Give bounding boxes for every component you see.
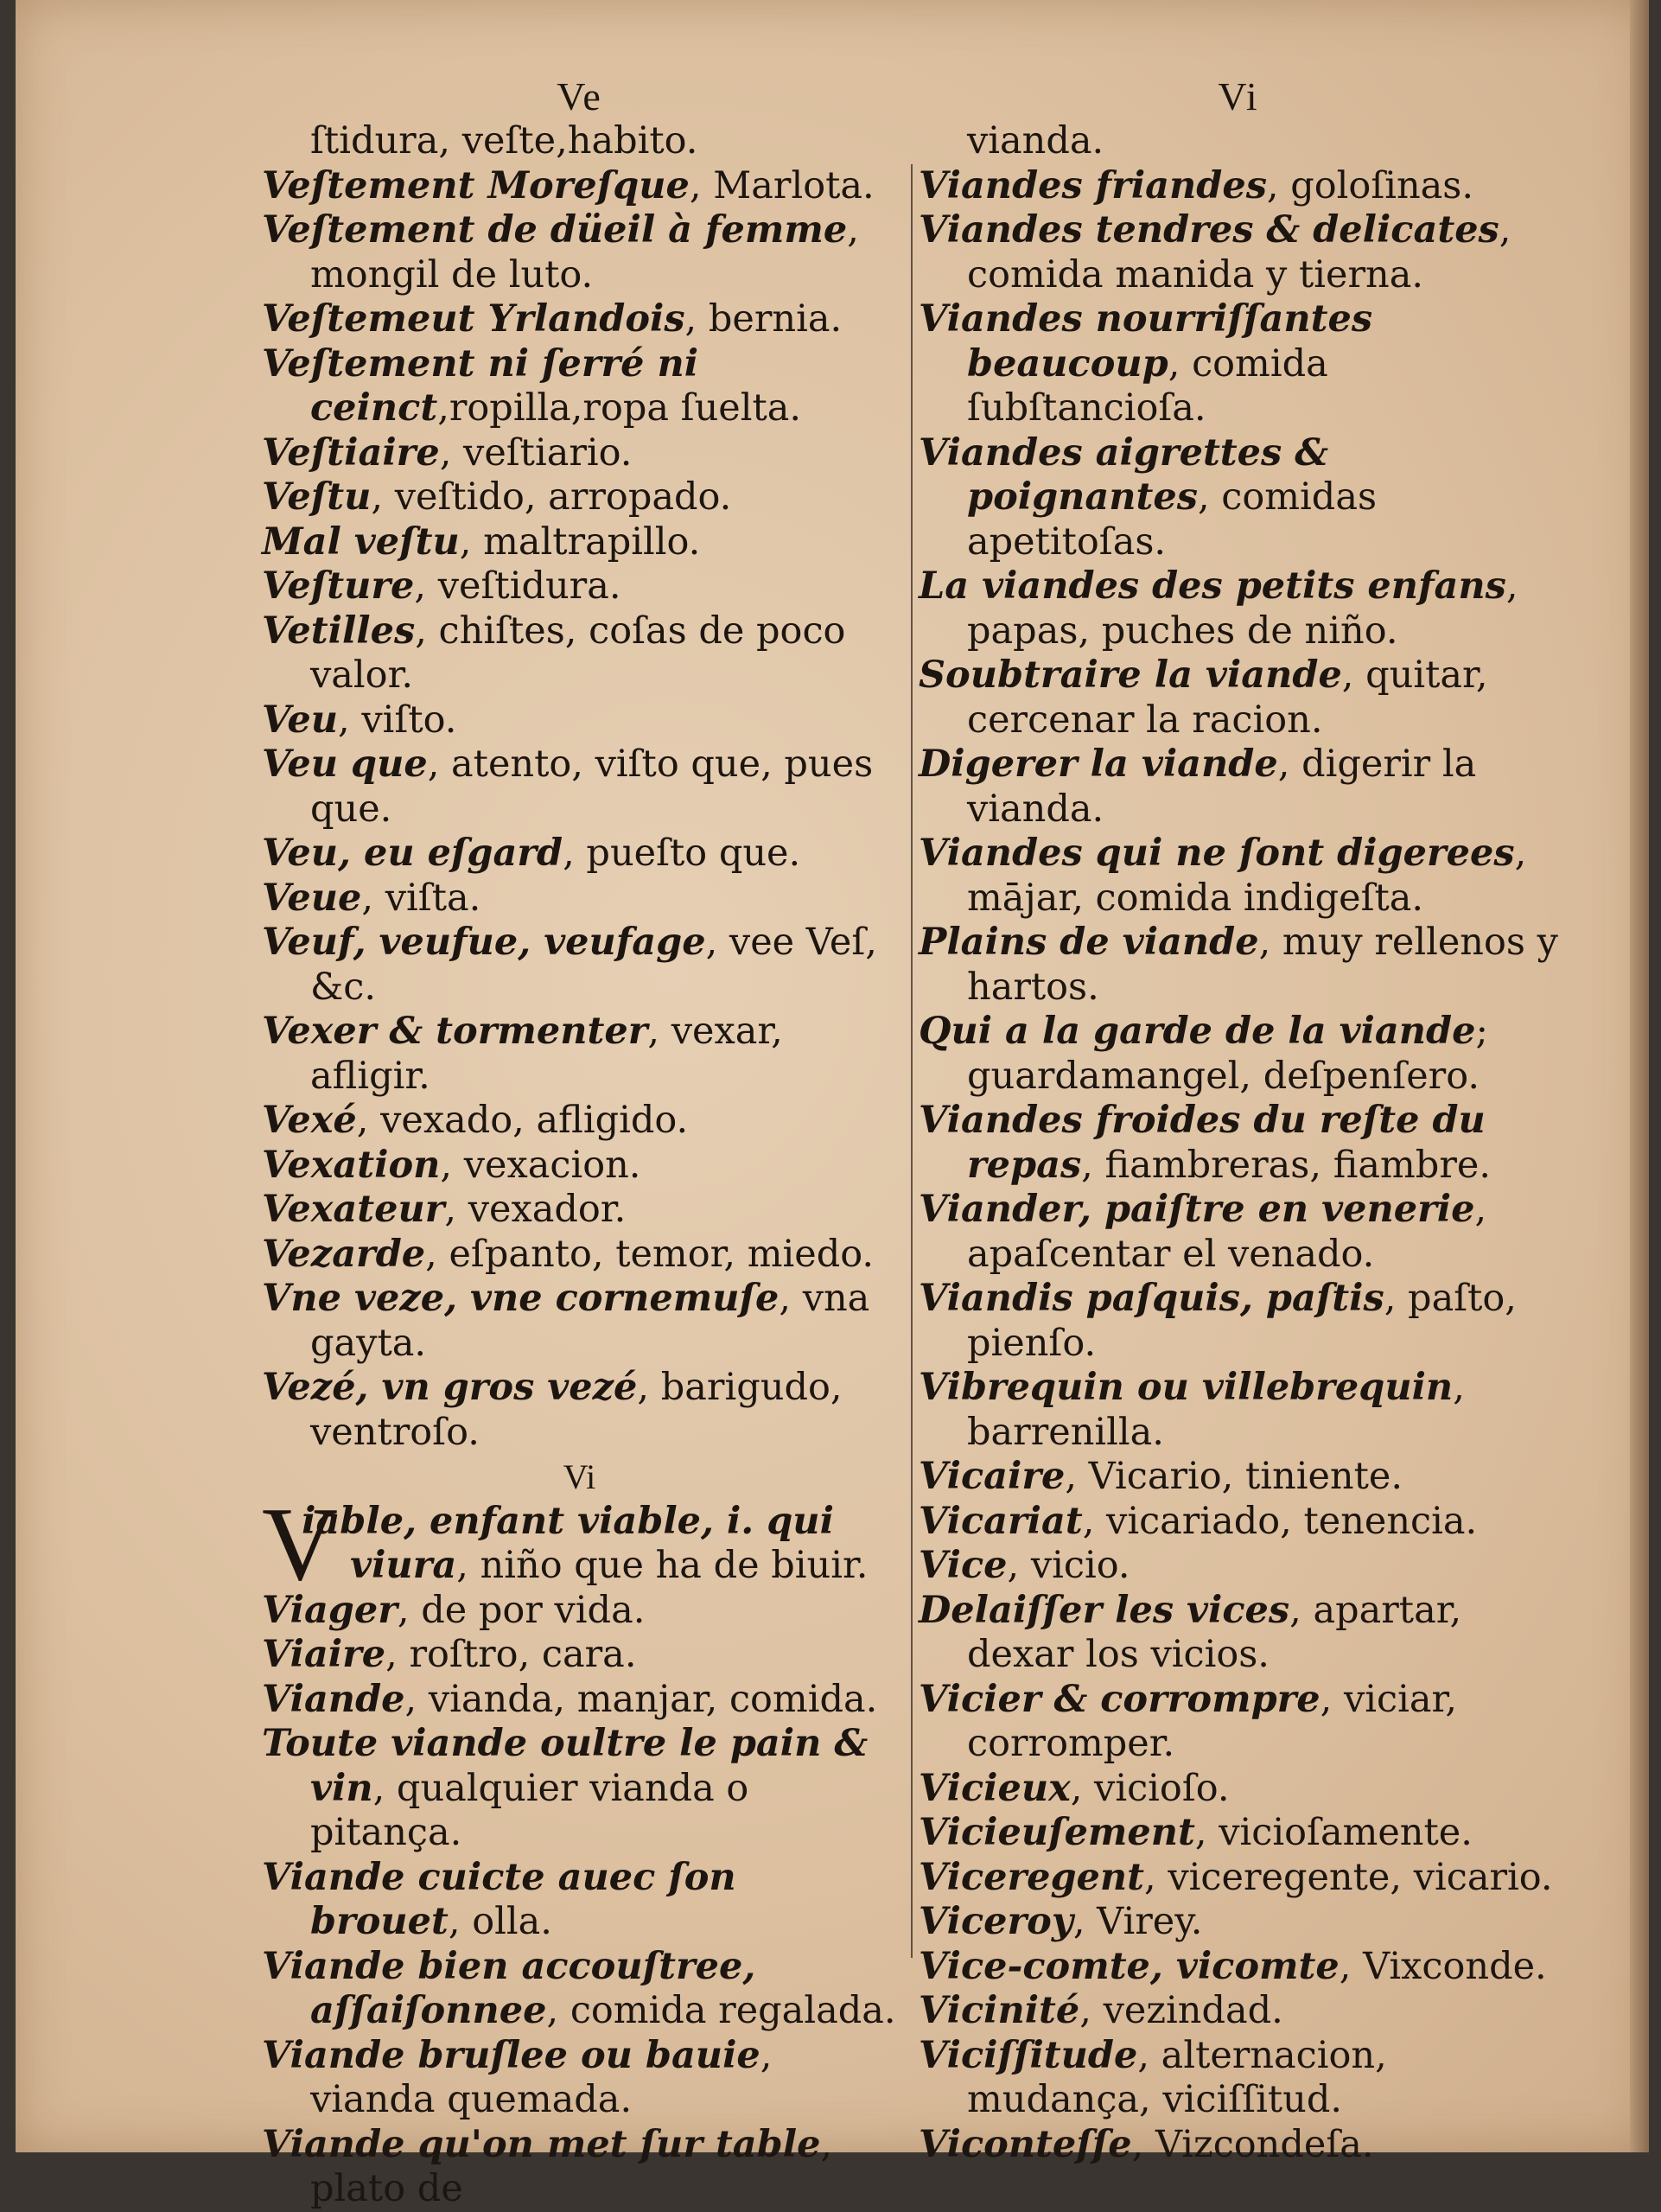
dictionary-entry: [919, 743, 1558, 832]
dictionary-entry: [919, 164, 1558, 209]
french-headword: Viaire: [262, 1633, 386, 1676]
french-headword: Vice: [919, 1544, 1008, 1587]
spanish-gloss: , vexado, afligido.: [356, 1099, 689, 1142]
spanish-gloss: , viſta.: [361, 876, 481, 920]
french-headword: Qui a la garde de la viande: [919, 1010, 1476, 1053]
dictionary-entry: [262, 1366, 897, 1455]
dictionary-entry: [262, 698, 897, 743]
french-headword: Veue: [262, 876, 362, 920]
spanish-gloss: , vexador.: [444, 1188, 627, 1231]
spanish-gloss: , digerir la vianda.: [967, 743, 1477, 831]
french-headword: Vicontеſſe: [919, 2122, 1132, 2166]
french-headword: Delaiſſer les vices: [919, 1588, 1290, 1632]
spanish-gloss: , maltrapillo.: [459, 520, 701, 564]
spanish-gloss: , comida manida y tierna.: [967, 208, 1511, 296]
spanish-gloss: , vicariado, tenencia.: [1082, 1499, 1478, 1543]
spanish-gloss: , comida ſubſtancioſa.: [967, 341, 1328, 430]
spanish-gloss: , paſto, pienſo.: [967, 1277, 1517, 1365]
dictionary-entry: [919, 297, 1558, 431]
dictionary-entry: [262, 164, 897, 209]
french-headword: Viande bien accouſtree, aſſaiſonnee: [262, 1944, 756, 2032]
dictionary-entry: [919, 431, 1558, 565]
dictionary-entry: [262, 1233, 897, 1278]
french-headword: Viandes aigrettes & poignantes: [919, 430, 1329, 519]
spanish-gloss: , Vicario, tiniente.: [1065, 1455, 1403, 1498]
spanish-gloss: , viceregente, vicario.: [1144, 1855, 1553, 1899]
spanish-gloss: , Virey.: [1072, 1900, 1203, 1943]
right-running-head: Vi: [1218, 74, 1259, 118]
dictionary-entry: [919, 2123, 1558, 2168]
french-headword: Viande: [262, 1677, 405, 1721]
spanish-gloss: ,ropilla,ropa ſuelta.: [437, 386, 802, 430]
french-headword: Viciſſitude: [919, 2033, 1138, 2077]
book-page: [16, 0, 1649, 2210]
left-entry-list: [262, 164, 897, 1456]
spanish-gloss: , alternacion, mudança, viciſſitud.: [967, 2033, 1387, 2121]
right-entry-list: [919, 164, 1558, 2168]
dictionary-entry: [919, 1856, 1558, 1901]
french-headword: Vetilles: [262, 609, 416, 653]
spanish-gloss: , vicio.: [1007, 1544, 1130, 1587]
french-headword: Viceroy: [919, 1900, 1073, 1943]
spanish-gloss: ; guardamangel, deſpenſero.: [967, 1010, 1488, 1098]
french-headword: Vezé, vn gros vezé: [262, 1366, 638, 1409]
spanish-gloss: , vna gayta.: [310, 1277, 870, 1365]
dictionary-entry: [919, 1544, 1558, 1589]
french-headword: Viande qu'on met ſur table: [262, 2122, 821, 2166]
french-headword: Soubtraire la viande: [919, 653, 1342, 697]
section-heading: Vi: [563, 1457, 596, 1496]
french-headword: Veu, eu eſgard: [262, 832, 563, 875]
left-entry-list-vi: [262, 1589, 897, 2212]
dictionary-entry: [919, 1099, 1558, 1188]
dictionary-entry: [919, 1945, 1558, 1990]
dictionary-entry: [919, 1589, 1558, 1678]
drop-capital: V: [262, 1485, 339, 1603]
dictionary-entry: [919, 564, 1558, 653]
french-headword: Veu: [262, 698, 339, 742]
dictionary-entry: [919, 832, 1558, 921]
spanish-gloss: , quitar, cercenar la racion.: [967, 653, 1488, 742]
spanish-gloss: , vicioſamente.: [1194, 1811, 1473, 1854]
french-headword: Viceregent: [919, 1855, 1145, 1899]
spanish-gloss: , goloſinas.: [1266, 163, 1474, 207]
french-headword: Veſtement Moreſque: [262, 163, 690, 207]
spanish-gloss: , bernia.: [684, 297, 843, 341]
spanish-gloss: , vianda, manjar, comida.: [404, 1677, 878, 1721]
left-running-head: Ve: [557, 74, 602, 118]
french-headword: Vne veze, vne cornemuſe: [262, 1277, 780, 1320]
spanish-gloss: , olla.: [448, 1900, 552, 1943]
spanish-gloss: , apaſcentar el venado.: [967, 1188, 1487, 1276]
spanish-gloss: , vicioſo.: [1070, 1766, 1230, 1810]
french-headword: Viande bruſlee ou bauie: [262, 2033, 760, 2077]
french-headword: Vicariat: [919, 1499, 1083, 1543]
dictionary-entry: [919, 1188, 1558, 1277]
spanish-gloss: , niño que ha de biuir.: [456, 1544, 869, 1587]
french-headword: Vibrequin ou villebrequin: [919, 1366, 1454, 1409]
spanish-gloss: , Marlota.: [689, 163, 875, 207]
french-headword: Viande cuicte auec ſon brouet: [262, 1855, 736, 1943]
french-headword: Veſtement de düeil à femme: [262, 208, 848, 252]
dictionary-entry: [919, 208, 1558, 297]
column-divider: [911, 164, 913, 1958]
dictionary-entry: [262, 1485, 897, 1603]
dictionary-entry: [262, 2123, 897, 2212]
french-headword: Viandes tendres & delicates: [919, 208, 1499, 252]
dictionary-entry: [262, 1678, 897, 1723]
french-headword: Viandes froides du reſte du repas: [919, 1099, 1486, 1187]
french-headword: Toute viande oultre le pain & vin: [262, 1722, 869, 1810]
spanish-gloss: , comidas apetitoſas.: [967, 475, 1378, 564]
spanish-gloss: , muy rellenos y hartos.: [967, 921, 1558, 1009]
dictionary-entry: [262, 1010, 897, 1099]
french-headword: Veſtu: [262, 475, 372, 519]
french-headword: Vexation: [262, 1143, 441, 1187]
dictionary-entry: [262, 1188, 897, 1233]
dictionary-entry: [262, 609, 897, 698]
spanish-gloss: , veſtido, arropado.: [371, 475, 732, 519]
spanish-gloss: , comida regalada.: [546, 1989, 896, 2032]
dictionary-entry: [919, 2034, 1558, 2123]
french-headword: iable, enfant viable, i. qui viura: [302, 1499, 834, 1587]
right-column: [919, 74, 1558, 2167]
french-headword: Veuf, veufue, veufage: [262, 921, 706, 964]
dictionary-entry: [919, 1678, 1558, 1767]
dictionary-entry: [262, 208, 897, 297]
french-headword: Veſtemeut Yrlandois: [262, 297, 685, 341]
spanish-gloss: , atento, viſto que, pues que.: [310, 743, 874, 831]
dictionary-entry: [919, 653, 1558, 743]
french-headword: Vicaire: [919, 1455, 1066, 1498]
dictionary-entry: [262, 1277, 897, 1366]
dictionary-entry: [262, 475, 897, 520]
dictionary-entry: [262, 520, 897, 565]
spanish-gloss: , plato de: [310, 2122, 833, 2210]
spanish-gloss: , vee Veſ, &c.: [310, 921, 877, 1009]
french-headword: Vexer & tormenter: [262, 1010, 648, 1053]
french-headword: Plains de viande: [919, 921, 1259, 964]
french-headword: Vicieux: [919, 1766, 1071, 1810]
french-headword: Vicieuſement: [919, 1811, 1195, 1854]
spanish-gloss: , vexar, afligir.: [310, 1010, 783, 1098]
dictionary-entry: [262, 1144, 897, 1189]
french-headword: Veſtement ni ſerré ni ceinct: [262, 341, 699, 430]
french-headword: Viandes qui ne ſont digerees: [919, 832, 1515, 875]
dictionary-entry: [919, 1900, 1558, 1945]
dictionary-entry: [919, 1277, 1558, 1366]
french-headword: Vexé: [262, 1099, 357, 1142]
dictionary-entry: [262, 832, 897, 877]
dictionary-entry: [262, 1589, 897, 1634]
dictionary-entry: [262, 2034, 897, 2123]
spanish-gloss: , Vizcondeſa.: [1131, 2122, 1374, 2166]
dictionary-entry: [919, 1500, 1558, 1545]
french-headword: Vice-comte, vicomte: [919, 1944, 1340, 1988]
spanish-gloss: , viſto.: [338, 698, 457, 742]
dictionary-entry: [262, 297, 897, 342]
left-column: [262, 74, 897, 2212]
dictionary-entry: [262, 1722, 897, 1856]
french-headword: Digerer la viande: [919, 743, 1278, 786]
dictionary-entry: [919, 1366, 1558, 1455]
spanish-gloss: , Vixconde.: [1339, 1944, 1547, 1988]
french-headword: Vezarde: [262, 1232, 426, 1276]
spanish-gloss: , papas, puches de niño.: [967, 564, 1518, 653]
spanish-gloss: , barrenilla.: [967, 1366, 1465, 1454]
spanish-gloss: , chiſtes, coſas de poco valor.: [310, 609, 846, 697]
spanish-gloss: , vexacion.: [440, 1143, 641, 1187]
spanish-gloss: , eſpanto, temor, miedo.: [425, 1232, 875, 1276]
continuation-line: ſtidura, veſte,habito.: [310, 119, 698, 163]
spanish-gloss: , barigudo, ventroſo.: [310, 1366, 843, 1454]
french-headword: Vexateur: [262, 1188, 445, 1231]
dictionary-entry: [919, 1767, 1558, 1812]
dictionary-entry: [262, 1945, 897, 2034]
spanish-gloss: , mājar, comida indigeſta.: [967, 832, 1527, 920]
book-spine-edge: [1630, 0, 1649, 2152]
dictionary-entry: [262, 1633, 897, 1678]
french-headword: Viandes nourriſſantes beaucoup: [919, 297, 1373, 386]
spanish-gloss: , roſtro, cara.: [385, 1633, 637, 1676]
french-headword: Viandis paſquis, paſtis: [919, 1277, 1384, 1320]
dictionary-entry: [919, 1455, 1558, 1500]
dictionary-entry: [262, 342, 897, 431]
spanish-gloss: , viciar, corromper.: [967, 1677, 1458, 1765]
dictionary-entry: [919, 1811, 1558, 1856]
dictionary-entry: [262, 1856, 897, 1945]
french-headword: Viager: [262, 1588, 398, 1632]
spanish-gloss: , vianda quemada.: [310, 2033, 773, 2121]
french-headword: Veſture: [262, 564, 415, 608]
spanish-gloss: , veſtiario.: [439, 430, 633, 475]
spanish-gloss: , fiambreras, fiambre.: [1081, 1143, 1491, 1187]
spanish-gloss: , mongil de luto.: [310, 208, 859, 296]
continuation-line: vianda.: [967, 119, 1104, 163]
dictionary-entry: [262, 1099, 897, 1144]
dictionary-entry: [919, 1010, 1558, 1099]
french-headword: La viandes des petits enfans: [919, 564, 1506, 608]
dictionary-entry: [262, 431, 897, 476]
french-headword: Mal veſtu: [262, 520, 460, 564]
spanish-gloss: , pueſto que.: [563, 832, 801, 875]
french-headword: Veſtiaire: [262, 430, 440, 475]
french-headword: Veu que: [262, 743, 428, 786]
spanish-gloss: , apartar, dexar los vicios.: [967, 1588, 1462, 1676]
spanish-gloss: , vezindad.: [1079, 1989, 1283, 2032]
dictionary-entry: [262, 877, 897, 921]
dictionary-entry: [262, 921, 897, 1010]
spanish-gloss: , qualquier vianda o pitança.: [310, 1766, 749, 1854]
dictionary-entry: [919, 921, 1558, 1010]
french-headword: Viander, paiſtre en venerie: [919, 1188, 1475, 1231]
spanish-gloss: , veſtidura.: [414, 564, 621, 608]
dictionary-entry: [262, 564, 897, 609]
dictionary-entry: [262, 743, 897, 832]
french-headword: Vicinité: [919, 1989, 1080, 2032]
french-headword: Vicier & corrompre: [919, 1677, 1321, 1721]
french-headword: Viandes friandes: [919, 163, 1267, 207]
spanish-gloss: , de por vida.: [397, 1588, 646, 1632]
dictionary-entry: [919, 1989, 1558, 2034]
